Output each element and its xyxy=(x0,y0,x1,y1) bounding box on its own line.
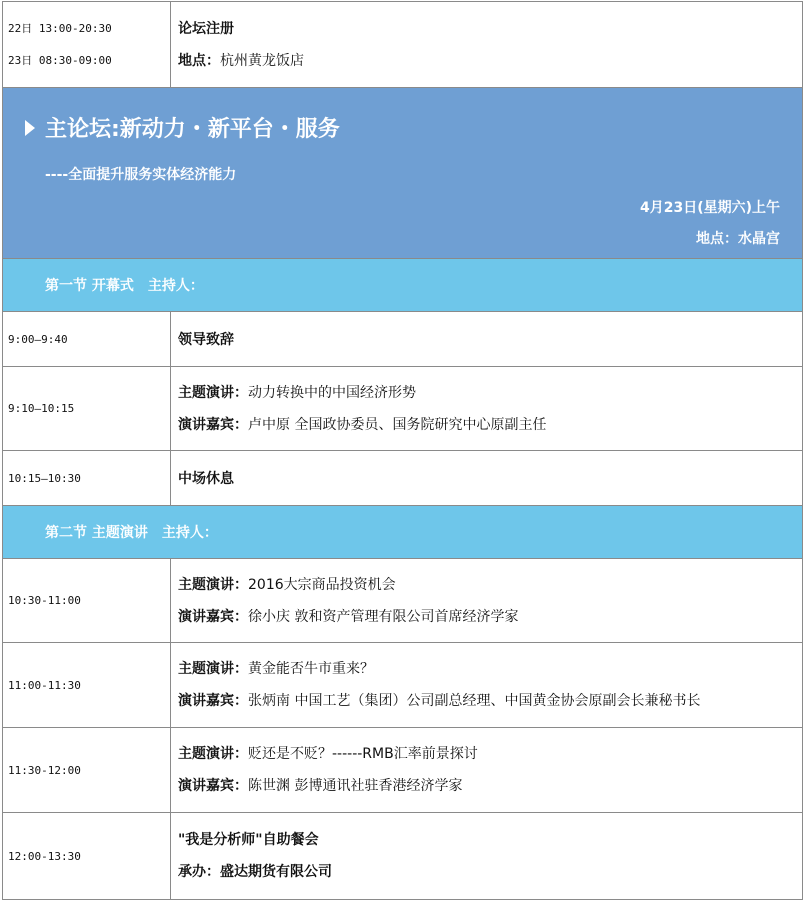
registration-time-2: 23日 08:30-09:00 xyxy=(8,53,112,67)
schedule-table xyxy=(2,1,803,900)
row-time: 11:00-11:30 xyxy=(8,678,81,692)
time-cell xyxy=(3,2,171,87)
speaker-value: 张炳南 中国工艺（集团）公司副总经理、中国黄金协会原副会长兼秘书长 xyxy=(248,693,701,709)
time-cell xyxy=(3,312,171,366)
time-cell xyxy=(3,367,171,450)
table-row xyxy=(3,451,802,506)
speaker-label: 演讲嘉宾： xyxy=(178,608,248,625)
table-row xyxy=(3,728,802,813)
speaker-line xyxy=(178,770,802,802)
banner-date: 4月23日(星期六)上午 xyxy=(639,200,780,216)
speaker-value: 卢中原 全国政协委员、国务院研究中心原副主任 xyxy=(248,416,547,433)
lunch-row xyxy=(3,813,802,899)
row-time: 10:15—10:30 xyxy=(8,471,81,485)
topic-line xyxy=(178,653,802,685)
topic-value: 动力转换中的中国经济形势 xyxy=(248,384,416,401)
table-row xyxy=(3,559,802,643)
topic-value: 黄金能否牛市重来？ xyxy=(248,661,374,677)
registration-row xyxy=(3,2,802,88)
lunch-host xyxy=(178,856,802,888)
row-time: 9:10—10:15 xyxy=(8,402,75,415)
place-label: 地点： xyxy=(178,52,220,69)
content-cell xyxy=(171,559,802,642)
row-title: 领导致辞 xyxy=(178,332,234,348)
speaker-value: 徐小庆 敦和资产管理有限公司首席经济学家 xyxy=(248,608,519,625)
table-row xyxy=(3,643,802,728)
row-time: 9:00—9:40 xyxy=(8,332,68,346)
banner-subtitle: ----全面提升服务实体经济能力 xyxy=(45,167,237,183)
row-time: 12:00-13:30 xyxy=(8,849,81,863)
content-cell xyxy=(171,367,802,450)
speaker-line xyxy=(178,601,802,633)
row-time: 11:30-12:00 xyxy=(8,763,81,777)
section-2-host: 主持人： xyxy=(161,525,218,541)
table-row xyxy=(3,367,802,451)
play-triangle-icon xyxy=(25,120,35,136)
topic-value: 2016大宗商品投资机会 xyxy=(248,576,396,593)
speaker-label: 演讲嘉宾： xyxy=(178,416,248,433)
section-1-host: 主持人： xyxy=(147,278,204,294)
speaker-label: 演讲嘉宾： xyxy=(178,693,248,709)
topic-line xyxy=(178,377,802,409)
speaker-line xyxy=(178,685,802,717)
place-value: 杭州黄龙饭店 xyxy=(220,52,304,69)
time-cell xyxy=(3,813,171,899)
registration-time-1: 22日 13:00-20:30 xyxy=(8,21,112,35)
content-cell xyxy=(171,728,802,812)
section-1-name: 第一节 开幕式 xyxy=(45,278,134,294)
content-cell xyxy=(171,451,802,505)
banner-place: 地点：水晶宫 xyxy=(696,231,780,247)
speaker-line xyxy=(178,409,802,441)
row-title: 中场休息 xyxy=(178,471,234,487)
time-cell xyxy=(3,559,171,642)
content-cell xyxy=(171,643,802,727)
banner-title-wrap xyxy=(25,112,340,143)
registration-place xyxy=(178,45,802,77)
topic-line xyxy=(178,738,802,770)
host-label: 承办： xyxy=(178,864,220,880)
speaker-label: 演讲嘉宾： xyxy=(178,778,248,794)
topic-label: 主题演讲： xyxy=(178,746,248,762)
topic-label: 主题演讲： xyxy=(178,576,248,593)
section-1-header xyxy=(3,259,802,312)
section-2-name: 第二节 主题演讲 xyxy=(45,525,148,541)
main-forum-banner xyxy=(3,88,802,259)
banner-title: 主论坛:新动力・新平台・服务 xyxy=(45,117,340,142)
lunch-title: "我是分析师"自助餐会 xyxy=(178,832,319,848)
speaker-value: 陈世渊 彭博通讯社驻香港经济学家 xyxy=(248,778,463,794)
content-cell xyxy=(171,2,802,87)
time-cell xyxy=(3,728,171,812)
topic-label: 主题演讲： xyxy=(178,384,248,401)
topic-label: 主题演讲： xyxy=(178,661,248,677)
content-cell xyxy=(171,312,802,366)
row-time: 10:30-11:00 xyxy=(8,594,81,607)
time-cell xyxy=(3,451,171,505)
content-cell xyxy=(171,813,802,899)
time-cell xyxy=(3,643,171,727)
section-2-header xyxy=(3,506,802,559)
topic-line xyxy=(178,569,802,601)
registration-title: 论坛注册 xyxy=(178,20,234,37)
table-row xyxy=(3,312,802,367)
host-value: 盛达期货有限公司 xyxy=(220,864,332,880)
topic-value: 贬还是不贬？------RMB汇率前景探讨 xyxy=(248,746,478,762)
